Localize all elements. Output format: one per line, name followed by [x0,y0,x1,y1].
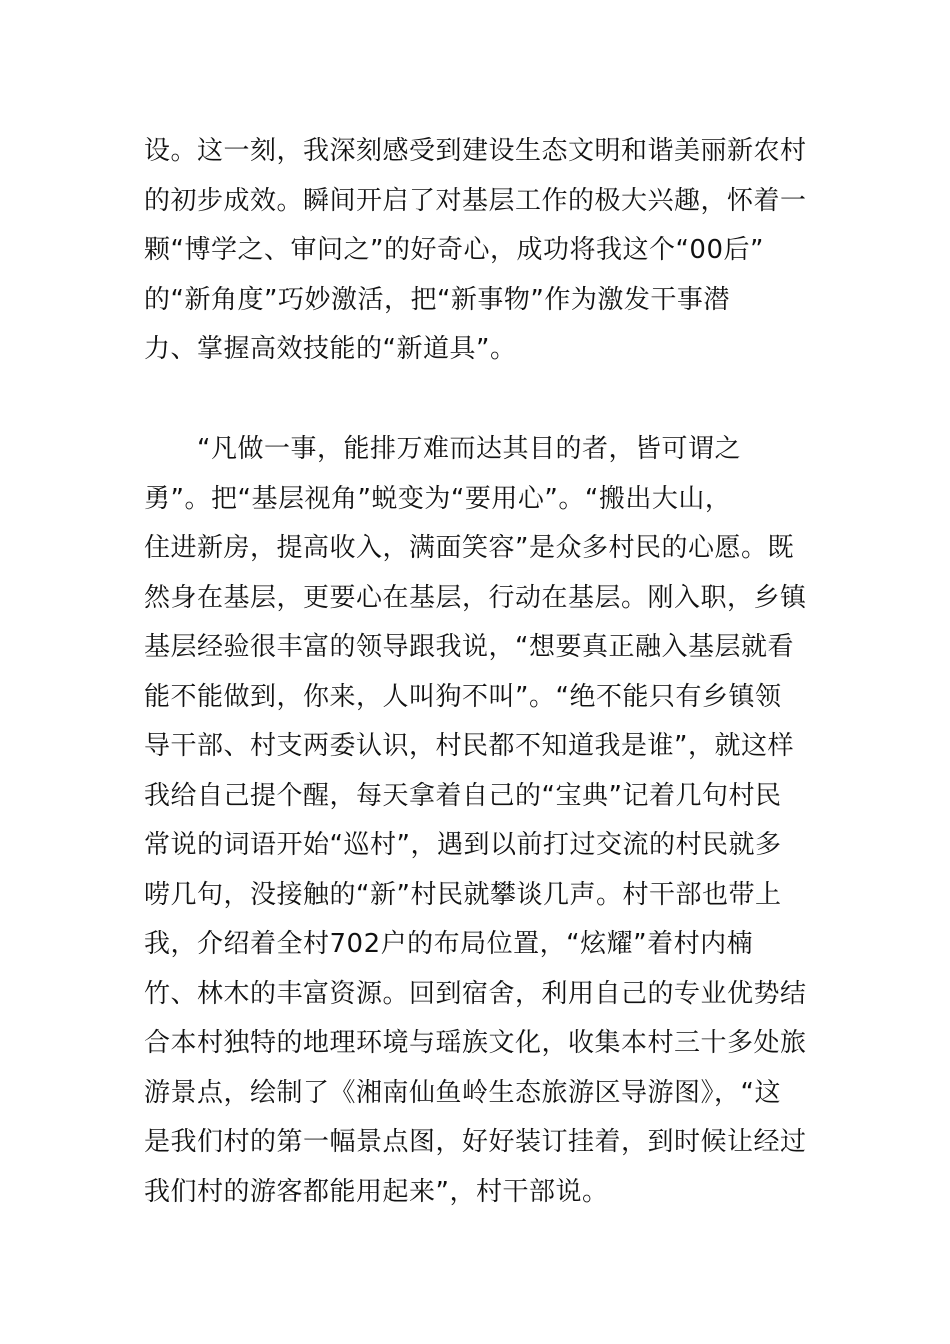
text-line: 我给自己提个醒，每天拿着自己的“宝典”记着几句村民 [144,780,782,811]
text-line: 游景点，绘制了《湘南仙鱼岭生态旅游区导游图》，“这 [144,1077,781,1108]
text-line: 颗“博学之、审问之”的好奇心，成功将我这个“00后” [144,235,764,265]
text-line: 竹、林木的丰富资源。回到宿舍，利用自己的专业优势结 [144,978,807,1009]
text-line: 然身在基层，更要心在基层，行动在基层。刚入职，乡镇 [144,582,807,613]
text-line: 勇”。把“基层视角”蜕变为“要用心”。“搬出大山， [144,483,732,514]
text-line: 是我们村的第一幅景点图，好好装订挂着，到时候让经过 [144,1127,807,1157]
text-line: 设。这一刻，我深刻感受到建设生态文明和谐美丽新农村 [144,136,807,166]
text-line: 我们村的游客都能用起来”，村干部说。 [144,1176,609,1207]
text-line: “凡做一事，能排万难而达其目的者，皆可谓之 [144,434,741,464]
text-line: 合本村独特的地理环境与瑶族文化，收集本村三十多处旅 [144,1028,807,1058]
text-line: 常说的词语开始“巡村”，遇到以前打过交流的村民就多 [144,830,782,860]
text-line: 住进新房，提高收入，满面笑容”是众多村民的心愿。既 [144,533,794,563]
text-line: 导干部、村支两委认识，村民都不知道我是谁”，就这样 [144,731,794,761]
text-line: 基层经验很丰富的领导跟我说，“想要真正融入基层就看 [144,632,794,662]
text-line: 力、掌握高效技能的“新道具”。 [144,334,517,364]
paragraph-1 [144,127,814,375]
paragraph-2 [144,425,814,1217]
text-line: 的“新角度”巧妙激活，把“新事物”作为激发干事潜 [144,284,730,315]
text-line: 能不能做到，你来，人叫狗不叫”。“绝不能只有乡镇领 [144,681,782,712]
text-line: 我，介绍着全村702户的布局位置，“炫耀”着村内楠 [144,929,754,959]
text-line: 的初步成效。瞬间开启了对基层工作的极大兴趣，怀着一 [144,185,807,216]
text-line: 唠几句，没接触的“新”村民就攀谈几声。村干部也带上 [144,879,782,910]
